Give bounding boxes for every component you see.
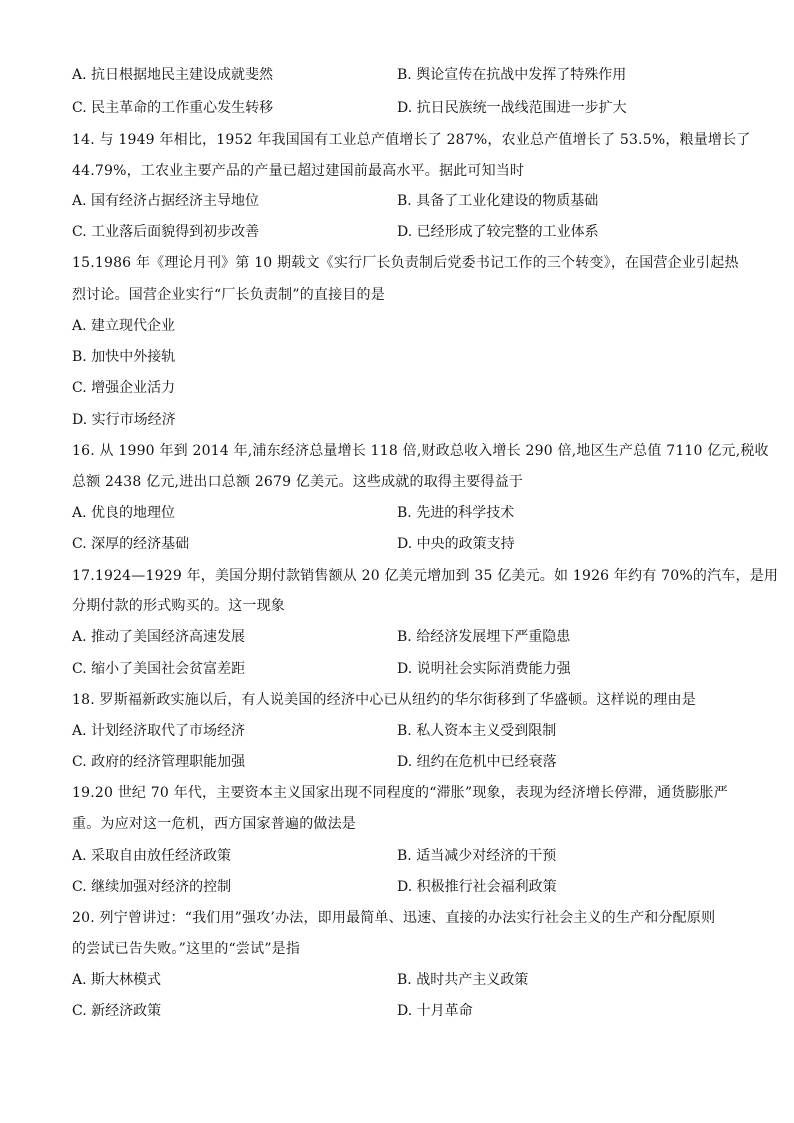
q17-option-c: C. 缩小了美国社会贫富差距: [72, 661, 246, 677]
q16-option-b: B. 先进的科学技术: [397, 505, 515, 521]
q20-option-b: B. 战时共产主义政策: [397, 972, 529, 988]
q13-option-a: A. 抗日根据地民主建设成就斐然: [72, 67, 274, 83]
q20-option-a: A. 斯大林模式: [72, 972, 162, 988]
q14-stem-line2: 44.79%，工农业主要产品的产量已超过建国前最高水平。据此可知当时: [72, 163, 525, 179]
q16-option-d: D. 中央的政策支持: [397, 536, 515, 552]
q18-option-c: C. 政府的经济管理职能加强: [72, 754, 246, 770]
q13-option-b: B. 舆论宣传在抗战中发挥了特殊作用: [397, 67, 627, 83]
q19-stem-line1: 19.20 世纪 70 年代，主要资本主义国家出现不同程度的“滞胀”现象，表现为经济增长停滞，通货膨胀严: [72, 785, 728, 801]
q19-option-d: D. 积极推行社会福利政策: [397, 879, 557, 895]
q19-option-c: C. 继续加强对经济的控制: [72, 879, 232, 895]
q20-stem-line1: 20. 列宁曾讲过：“我们用”强攻’办法，即用最简单、迅速、直接的办法实行社会主义的生产和分配原则: [72, 910, 716, 926]
q16-stem-line1: 16. 从 1990 年到 2014 年,浦东经济总量增长 118 倍,财政总收入增长 290 倍,地区生产总值 7110 亿元,税收: [72, 443, 769, 459]
q18-option-d: D. 纽约在危机中已经衰落: [397, 754, 557, 770]
q19-option-b: B. 适当减少对经济的干预: [397, 848, 557, 864]
q14-stem-line1: 14. 与 1949 年相比，1952 年我国国有工业总产值增长了 287%，农业总产值增长了 53.5%，粮量增长了: [72, 132, 751, 148]
q16-option-a: A. 优良的地理位: [72, 505, 176, 521]
q18-stem-line1: 18. 罗斯福新政实施以后，有人说美国的经济中心已从纽约的华尔街移到了华盛顿。这样说的理由是: [72, 692, 696, 708]
q17-stem-line2: 分期付款的形式购买的。这一现象: [72, 598, 285, 614]
q15-option-a: A. 建立现代企业: [72, 318, 176, 334]
q14-option-a: A. 国有经济占据经济主导地位: [72, 193, 260, 209]
q15-option-b: B. 加快中外接轨: [72, 349, 176, 365]
q19-stem-line2: 重。为应对这一危机，西方国家普遍的做法是: [72, 816, 356, 832]
q14-option-c: C. 工业落后面貌得到初步改善: [72, 224, 260, 240]
q20-option-d: D. 十月革命: [397, 1003, 473, 1019]
q17-option-a: A. 推动了美国经济高速发展: [72, 629, 246, 645]
q17-option-d: D. 说明社会实际消费能力强: [397, 661, 571, 677]
q13-option-c: C. 民主革命的工作重心发生转移: [72, 100, 274, 116]
q16-option-c: C. 深厚的经济基础: [72, 536, 190, 552]
q18-option-a: A. 计划经济取代了市场经济: [72, 723, 246, 739]
q17-stem-line1: 17.1924—1929 年，美国分期付款销售额从 20 亿美元增加到 35 亿美元。如 1926 年约有 70%的汽车，是用: [72, 568, 779, 584]
q13-option-d: D. 抗日民族统一战线范围进一步扩大: [397, 100, 627, 116]
q16-stem-line2: 总额 2438 亿元,进出口总额 2679 亿美元。这些成就的取得主要得益于: [72, 474, 524, 490]
q18-option-b: B. 私人资本主义受到限制: [397, 723, 557, 739]
q15-stem-line1: 15.1986 年《理论月刊》第 10 期载文《实行厂长负责制后党委书记工作的三个转变》，在国营企业引起热: [72, 255, 739, 271]
q15-option-c: C. 增强企业活力: [72, 380, 176, 396]
q20-option-c: C. 新经济政策: [72, 1003, 162, 1019]
q14-option-b: B. 具备了工业化建设的物质基础: [397, 193, 599, 209]
q19-option-a: A. 采取自由放任经济政策: [72, 848, 232, 864]
q14-option-d: D. 已经形成了较完整的工业体系: [397, 224, 599, 240]
q15-stem-line2: 烈讨论。国营企业实行“厂长负责制”的直接目的是: [72, 287, 385, 303]
q20-stem-line2: 的尝试已告失败。”这里的“尝试”是指: [72, 941, 301, 957]
q15-option-d: D. 实行市场经济: [72, 412, 176, 428]
q17-option-b: B. 给经济发展埋下严重隐患: [397, 629, 571, 645]
